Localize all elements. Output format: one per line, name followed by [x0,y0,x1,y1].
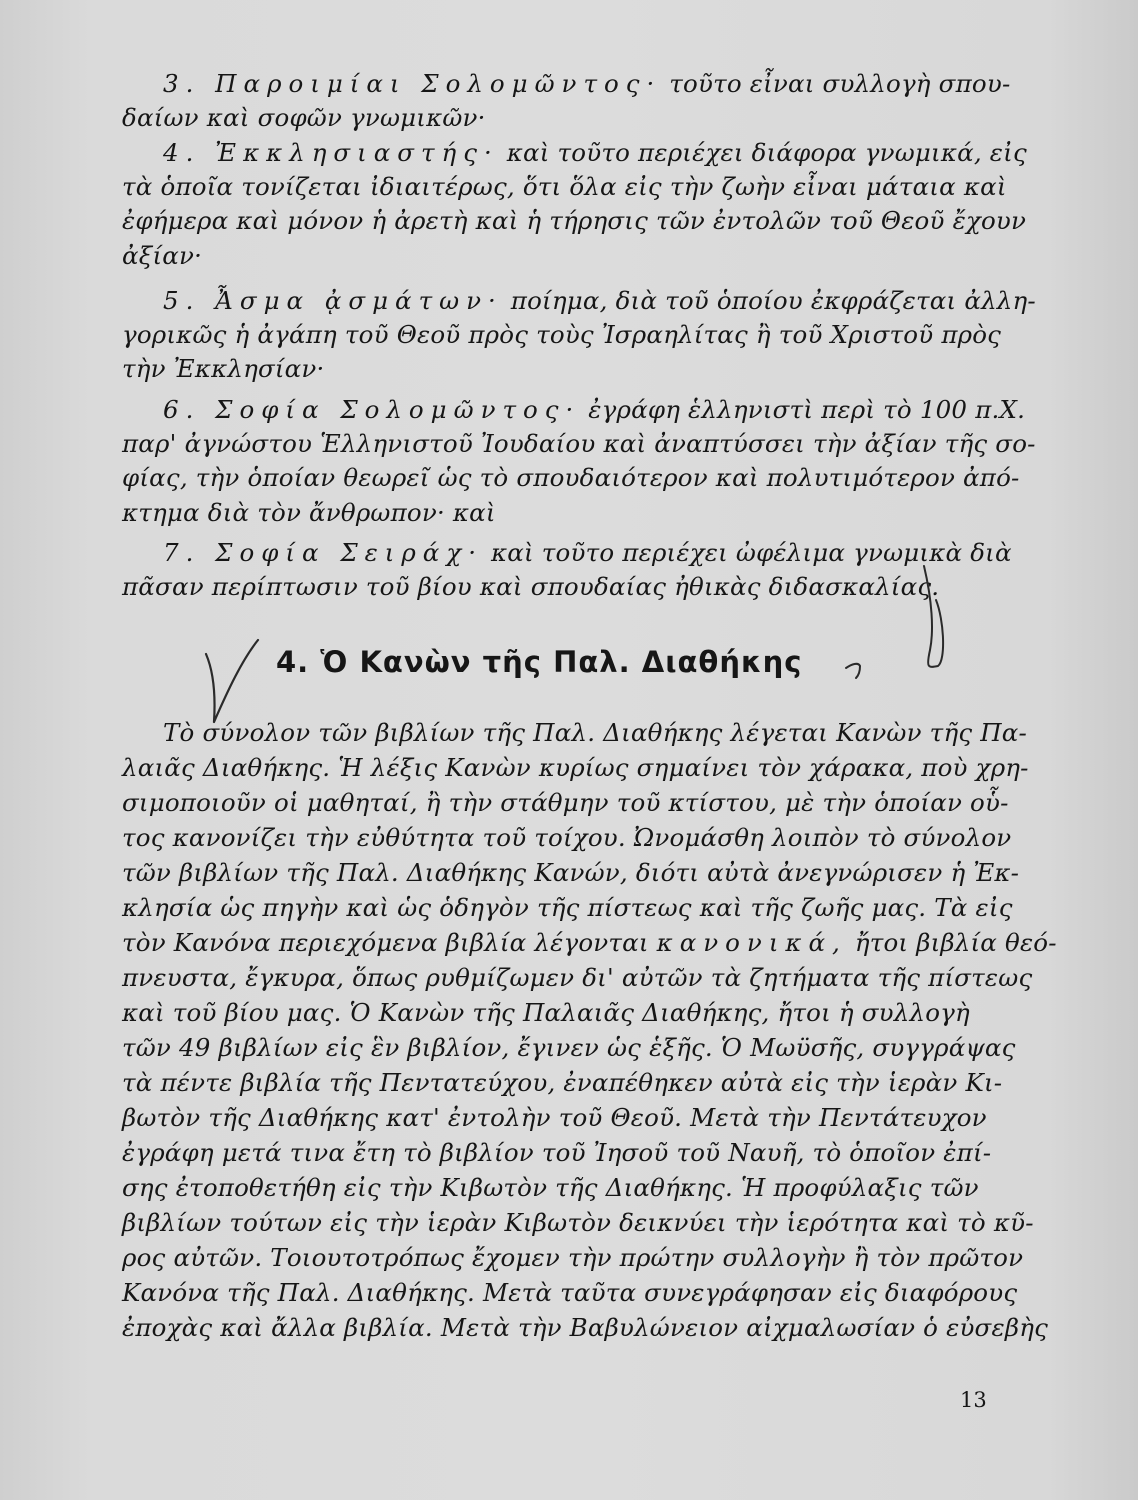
list-item-5-cont2: τὴν Ἐκκλησίαν· [122,354,325,383]
paragraph-line: καὶ τοῦ βίου μας. Ὁ Κανὼν τῆς Παλαιᾶς Διαθήκης, ἤτοι ἡ συλλογὴ [122,998,970,1027]
paragraph-line: κλησία ὡς πηγὴν καὶ ὡς ὁδηγὸν τῆς πίστεως καὶ τῆς ζωῆς μας. Τὰ εἰς [122,893,1013,922]
paragraph-line: λαιᾶς Διαθήκης. Ἡ λέξις Κανὼν κυρίως σημαίνει τὸν χάρακα, ποὺ χρη- [122,753,1029,782]
paragraph-line: ἐγράφη μετά τινα ἔτη τὸ βιβλίον τοῦ Ἰησοῦ τοῦ Ναυῆ, τὸ ὁποῖον ἐπί- [122,1138,992,1167]
list-item-5-cont1: γορικῶς ἡ ἀγάπη τοῦ Θεοῦ πρὸς τοὺς Ἰσραηλίτας ἢ τοῦ Χριστοῦ πρὸς [122,320,1002,349]
paragraph-line: τὸν Κανόνα περιεχόμενα βιβλία λέγονται κανονικά, ἤτοι βιβλία θεό- [122,928,1057,957]
pencil-check-mark-left [206,640,258,722]
pencil-check-mark-right [924,566,943,667]
list-item-4: 4. Ἐκκλησιαστής· καὶ τοῦτο περιέχει διάφορα γνωμικά, εἰς [163,138,1027,167]
list-item-4-cont2: ἐφήμερα καὶ μόνον ἡ ἀρετὴ καὶ ἡ τήρησις τῶν ἐντολῶν τοῦ Θεοῦ ἔχουν [122,206,1027,235]
list-item-3-cont: δαίων καὶ σοφῶν γνωμικῶν· [122,103,486,132]
list-item-6-cont1: παρ' ἀγνώστου Ἑλληνιστοῦ Ἰουδαίου καὶ ἀναπτύσσει τὴν ἀξίαν τῆς σο- [122,429,1036,458]
paragraph-line: ἐποχὰς καὶ ἄλλα βιβλία. Μετὰ τὴν Βαβυλώνειον αἰχμαλωσίαν ὁ εὐσεβὴς [122,1313,1048,1342]
list-item-5: 5. Ἆσμα ᾀσμάτων· ποίημα, διὰ τοῦ ὁποίου ἐκφράζεται ἀλλη- [163,286,1036,315]
paragraph-line: σης ἐτοποθετήθη εἰς τὴν Κιβωτὸν τῆς Διαθήκης. Ἡ προφύλαξις τῶν [122,1173,979,1202]
list-item-6: 6. Σοφία Σολομῶντος· ἐγράφη ἑλληνιστὶ περὶ τὸ 100 π.Χ. [163,395,1026,424]
paragraph-line: ρος αὐτῶν. Τοιουτοτρόπως ἔχομεν τὴν πρώτην συλλογὴν ἢ τὸν πρῶτον [122,1243,1024,1272]
paragraph-line: τος κανονίζει τὴν εὐθύτητα τοῦ τοίχου. Ὠνομάσθη λοιπὸν τὸ σύνολον [122,823,1012,852]
section-heading: 4. Ὁ Κανὼν τῆς Παλ. Διαθήκης [276,645,803,679]
list-item-7-cont1: πᾶσαν περίπτωσιν τοῦ βίου καὶ σπουδαίας ἠθικὰς διδασκαλίας. [122,572,940,601]
spaced-word: κανονικά, [656,928,847,957]
paragraph-line: Κανόνα τῆς Παλ. Διαθήκης. Μετὰ ταῦτα συνεγράφησαν εἰς διαφόρους [122,1278,1018,1307]
pencil-mark-heading-end [846,664,860,678]
paragraph-line: πνευστα, ἔγκυρα, ὅπως ρυθμίζωμεν δι' αὐτῶν τὰ ζητήματα τῆς πίστεως [122,963,1033,992]
paragraph-line: Τὸ σύνολον τῶν βιβλίων τῆς Παλ. Διαθήκης λέγεται Κανὼν τῆς Πα- [163,718,1028,747]
paragraph-line: βιβλίων τούτων εἰς τὴν ἱερὰν Κιβωτὸν δεικνύει τὴν ἱερότητα καὶ τὸ κῦ- [122,1208,1034,1237]
paragraph-line: βωτὸν τῆς Διαθήκης κατ' ἐντολὴν τοῦ Θεοῦ. Μετὰ τὴν Πεντάτευχον [122,1103,987,1132]
list-item-7: 7. Σοφία Σειράχ· καὶ τοῦτο περιέχει ὠφέλιμα γνωμικὰ διὰ [163,538,1012,567]
list-item-6-cont2: φίας, τὴν ὁποίαν θεωρεῖ ὡς τὸ σπουδαιότερον καὶ πολυτιμότερον ἀπό- [122,463,1020,492]
list-item-4-cont1: τὰ ὁποῖα τονίζεται ἰδιαιτέρως, ὅτι ὅλα εἰς τὴν ζωὴν εἶναι μάταια καὶ [122,172,1007,201]
list-item-6-cont3: κτημα διὰ τὸν ἄνθρωπον· καὶ [122,498,496,527]
paragraph-line: τῶν 49 βιβλίων εἰς ἓν βιβλίον, ἔγινεν ὡς ἑξῆς. Ὁ Μωϋσῆς, συγγράψας [122,1033,1016,1062]
page-number: 13 [960,1388,987,1412]
paragraph-line: σιμοποιοῦν οἱ μαθηταί, ἢ τὴν στάθμην τοῦ κτίστου, μὲ τὴν ὁποίαν οὗ- [122,788,1009,817]
paragraph-line: τὰ πέντε βιβλία τῆς Πεντατεύχου, ἐναπέθηκεν αὐτὰ εἰς τὴν ἱερὰν Κι- [122,1068,1003,1097]
paragraph-line: τῶν βιβλίων τῆς Παλ. Διαθήκης Κανών, διότι αὐτὰ ἀνεγνώρισεν ἡ Ἐκ- [122,858,1020,887]
list-item-4-cont3: ἀξίαν· [122,241,203,270]
list-item-3: 3. Παροιμίαι Σολομῶντος· τοῦτο εἶναι συλλογὴ σπου- [163,69,1011,98]
